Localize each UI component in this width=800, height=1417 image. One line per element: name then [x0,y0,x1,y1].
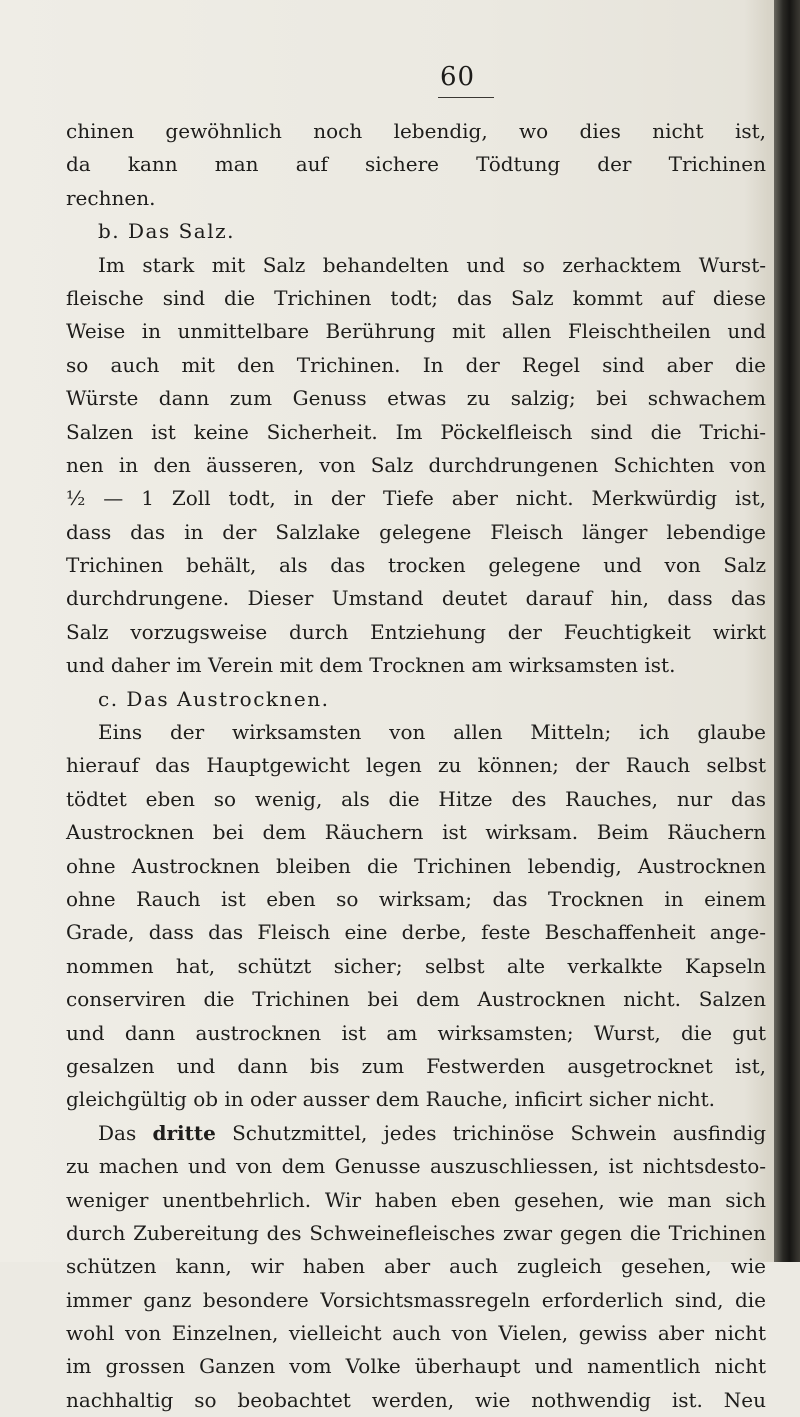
text-line: ohne Austrocknen bleiben die Trichinen lebendig, Austrocknen [66,853,766,878]
text-line: nen in den äusseren, von Salz durchdrungenen Schichten von [66,452,766,477]
text-line-dritte [66,1117,766,1150]
text-line: wohl von Einzelnen, vielleicht auch von Vielen, gewiss aber nicht [66,1321,766,1346]
text-line: und daher im Verein mit dem Trocknen am wirksamsten ist. [66,653,676,678]
text-line: Salzen ist keine Sicherheit. Im Pöckelfleisch sind die Trichi- [66,419,766,444]
text-line: im grossen Ganzen vom Volke überhaupt und namentlich nicht [66,1354,766,1379]
text-line: chinen gewöhnlich noch lebendig, wo dies nicht ist, [66,119,766,143]
text-line: ½ — 1 Zoll todt, in der Tiefe aber nicht. Merkwürdig ist, [66,486,766,511]
text-line: schützen kann, wir haben aber auch zugleich gesehen, wie [66,1254,766,1279]
text-line: Weise in unmittelbare Berührung mit allen Fleischtheilen und [66,319,766,344]
text-line: rechnen. [66,185,156,210]
emphasis-dritte: dritte [152,1120,216,1145]
text-line: durch Zubereitung des Schweinefleisches zwar gegen die Trichinen [66,1220,766,1245]
text-line: und dann austrocknen ist am wirksamsten; Wurst, die gut [66,1020,766,1045]
text-line: fleische sind die Trichinen todt; das Salz kommt auf diese [66,285,766,310]
text-line: Salz vorzugsweise durch Entziehung der Feuchtigkeit wirkt [66,619,766,644]
text-line: Eins der wirksamsten von allen Mitteln; ich glaube [98,720,766,745]
text-line: ohne Rauch ist eben so wirksam; das Trocknen in einem [66,886,766,911]
text-line: hierauf das Hauptgewicht legen zu können; der Rauch selbst [66,753,766,778]
text-line: Austrocknen bei dem Räuchern ist wirksam. Beim Räuchern [66,820,766,845]
body-text [66,115,766,1417]
text-line: Grade, dass das Fleisch eine derbe, feste Beschaffenheit ange- [66,920,766,945]
text-line: Trichinen behält, als das trocken gelegene und von Salz [66,553,766,578]
book-spine-edge [774,0,800,1262]
text-fragment: Schutzmittel, jedes trichinöse Schwein ausfindig [232,1120,767,1145]
text-line: nommen hat, schützt sicher; selbst alte verkalkte Kapseln [66,953,766,978]
section-heading-drying: c. Das Austrocknen. [98,686,330,711]
section-heading-salt: b. Das Salz. [98,219,236,244]
text-fragment: Das [98,1120,137,1145]
text-line: immer ganz besondere Vorsichtsmassregeln erforderlich sind, die [66,1287,766,1312]
text-line: tödtet eben so wenig, als die Hitze des Rauches, nur das [66,786,766,811]
text-line: da kann man auf sichere Tödtung der Trichinen [66,152,766,177]
text-line: so auch mit den Trichinen. In der Regel sind aber die [66,352,766,377]
text-line: durchdrungene. Dieser Umstand deutet darauf hin, dass das [66,586,766,611]
page-number: 60 [440,62,476,92]
text-line: Im stark mit Salz behandelten und so zerhacktem Wurst- [98,252,766,277]
text-line: gesalzen und dann bis zum Festwerden ausgetrocknet ist, [66,1053,766,1078]
text-line: zu machen und von dem Genusse auszuschliessen, ist nichtsdesto- [66,1154,766,1179]
text-line: conserviren die Trichinen bei dem Austrocknen nicht. Salzen [66,987,766,1012]
text-line: dass das in der Salzlake gelegene Fleisch länger lebendige [66,519,766,544]
text-line: gleichgültig ob in oder ausser dem Rauche, inficirt sicher nicht. [66,1087,716,1112]
text-line: Würste dann zum Genuss etwas zu salzig; bei schwachem [66,386,766,411]
text-line: weniger unentbehrlich. Wir haben eben gesehen, wie man sich [66,1187,766,1212]
text-line: nachhaltig so beobachtet werden, wie nothwendig ist. Neu [66,1387,766,1412]
page-number-rule [438,97,494,98]
